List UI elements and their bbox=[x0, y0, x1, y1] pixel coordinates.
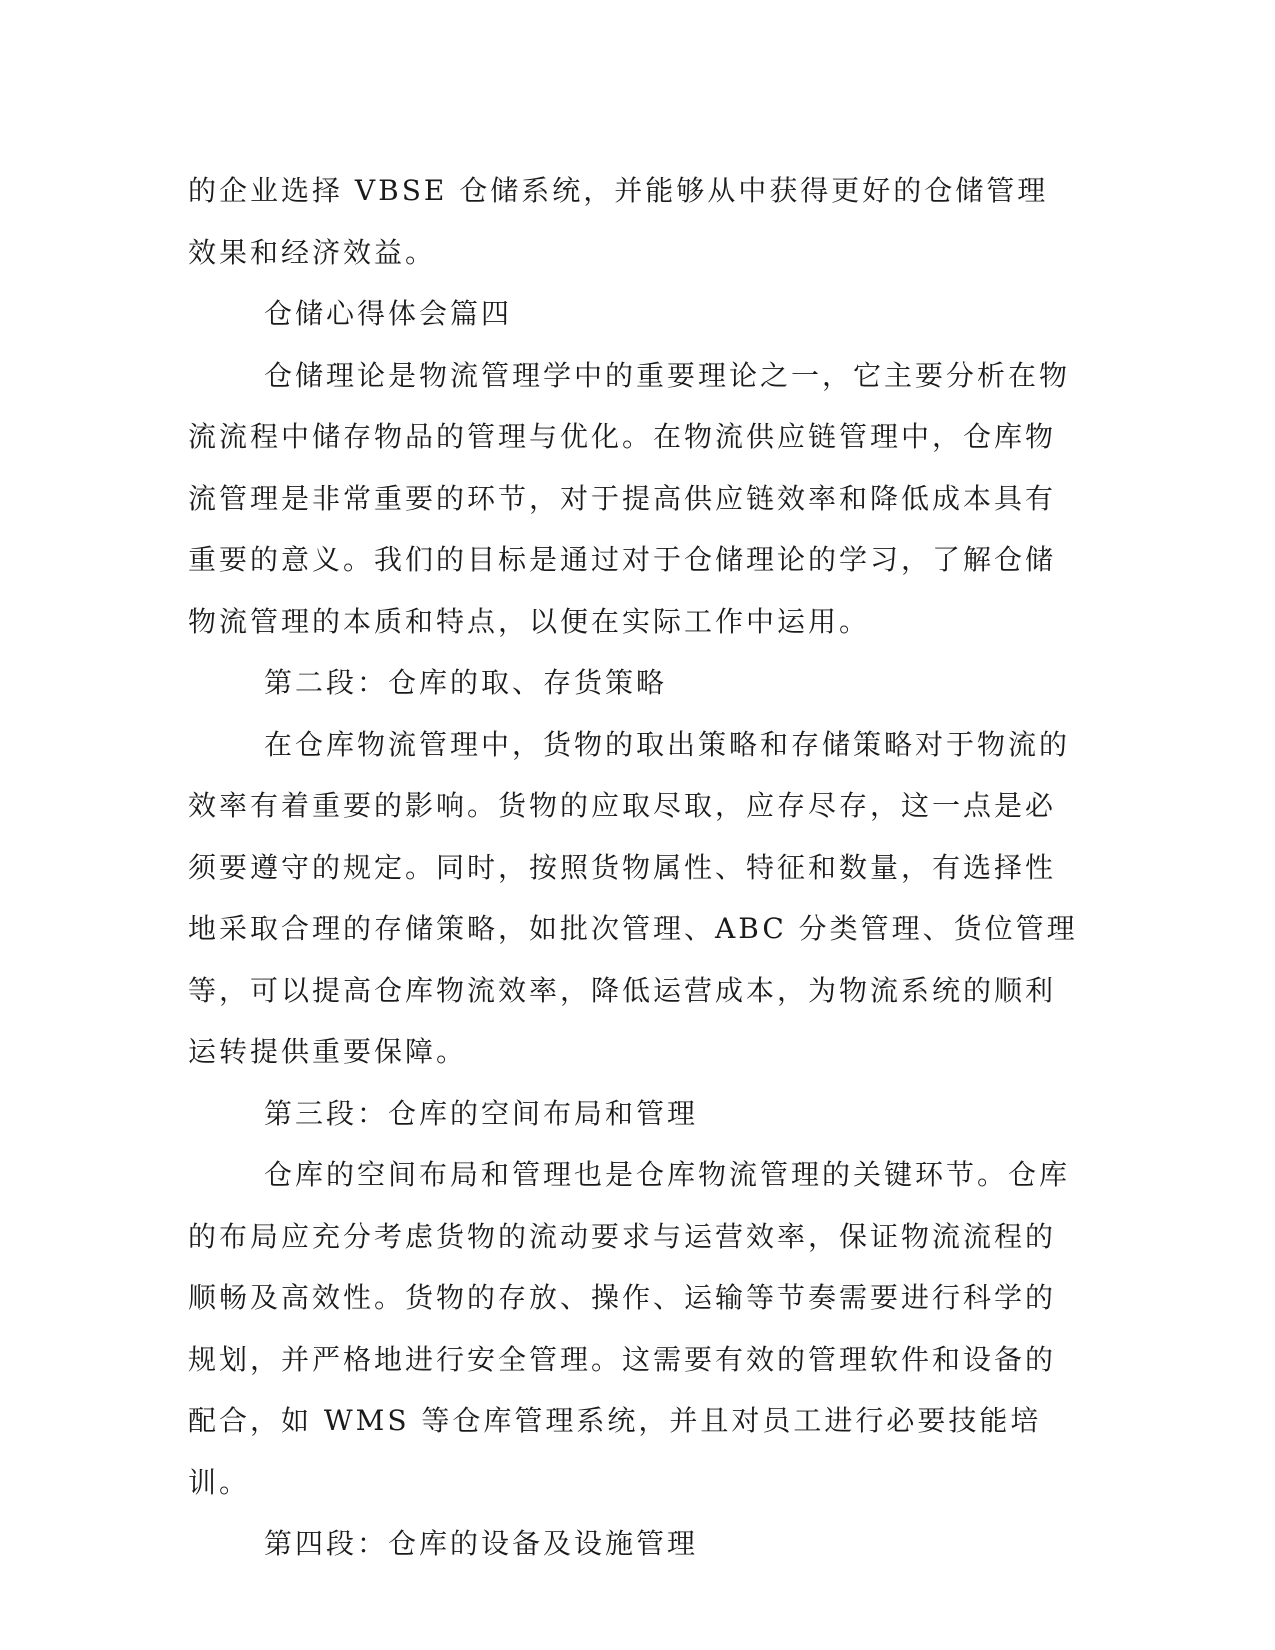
heading-part-3: 第三段：仓库的空间布局和管理 bbox=[264, 1096, 699, 1130]
section-heading-4: 仓储心得体会篇四 bbox=[264, 297, 513, 330]
document-body bbox=[188, 160, 1078, 1575]
paragraph-intro: 仓储理论是物流管理学中的重要理论之一，它主要分析在物流流程中储存物品的管理与优化。在物流供应链管理中，仓库物流管理是非常重要的环节，对于提高供应链效率和降低成本具有重要的意义。我们的目标是通过对于仓储理论的学习，了解仓储物流管理的本质和特点，以便在实际工作中运用。 bbox=[188, 358, 1071, 638]
paragraph-continuation: 的企业选择 VBSE 仓储系统，并能够从中获得更好的仓储管理效果和经济效益。 bbox=[188, 174, 1049, 269]
paragraph-part-2: 在仓库物流管理中，货物的取出策略和存储策略对于物流的效率有着重要的影响。货物的应取尽取，应存尽存，这一点是必须要遵守的规定。同时，按照货物属性、特征和数量，有选择性地采取合理的存储策略，如批次管理、ABC 分类管理、货位管理等，可以提高仓库物流效率，降低运营成本，为物流系统的顺利运转提供重要保障。 bbox=[188, 727, 1078, 1068]
heading-part-2: 第二段：仓库的取、存货策略 bbox=[264, 666, 668, 699]
heading-part-4: 第四段：仓库的设备及设施管理 bbox=[264, 1527, 699, 1560]
paragraph-part-3: 仓库的空间布局和管理也是仓库物流管理的关键环节。仓库的布局应充分考虑货物的流动要求与运营效率，保证物流流程的顺畅及高效性。货物的存放、操作、运输等节奏需要进行科学的规划，并严格地进行安全管理。这需要有效的管理软件和设备的配合，如 WMS 等仓库管理系统，并且对员工进行必要技能培训。 bbox=[188, 1158, 1071, 1499]
